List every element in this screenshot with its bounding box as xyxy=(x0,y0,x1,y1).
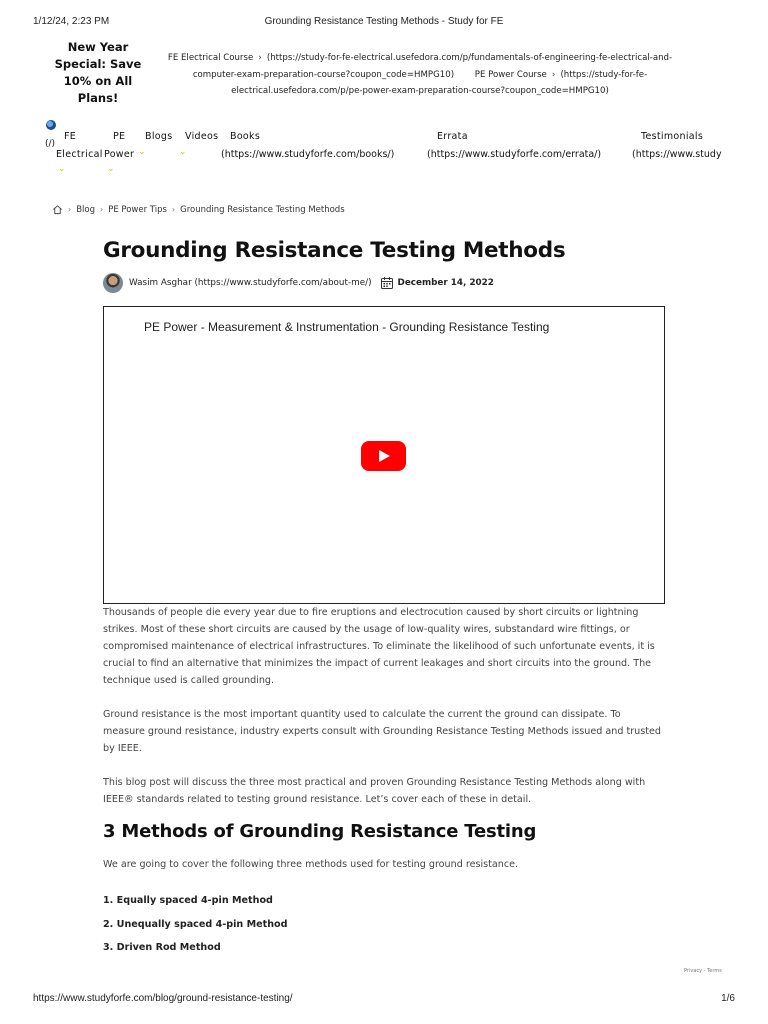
chevron-right-icon: › xyxy=(551,69,556,80)
nav-fe-label[interactable]: FE xyxy=(64,131,77,142)
pe-course-link[interactable]: PE Power Course xyxy=(474,69,547,80)
nav-errata[interactable]: Errata xyxy=(437,131,468,142)
breadcrumb-separator: › xyxy=(171,205,176,214)
course-links xyxy=(150,50,690,100)
breadcrumb xyxy=(52,204,345,215)
breadcrumb-separator: › xyxy=(68,205,72,214)
article-body xyxy=(103,604,665,808)
home-icon[interactable] xyxy=(52,204,63,215)
print-header xyxy=(33,16,735,30)
nav-pe-sublabel[interactable]: Power xyxy=(104,149,135,160)
post-date: December 14, 2022 xyxy=(397,278,494,288)
print-footer xyxy=(33,993,735,1007)
video-title[interactable]: PE Power - Measurement & Instrumentation - Grounding Resistance Testing xyxy=(144,320,550,334)
list-item: 3. Driven Rod Method xyxy=(103,942,221,953)
avatar[interactable] xyxy=(103,273,123,293)
calendar-icon xyxy=(380,276,394,290)
list-item: 1. Equally spaced 4-pin Method xyxy=(103,895,273,906)
home-link[interactable]: (/) xyxy=(45,139,56,149)
post-meta xyxy=(103,273,494,293)
print-datetime: 1/12/24, 2:23 PM xyxy=(33,16,110,27)
breadcrumb-current: Grounding Resistance Testing Methods xyxy=(180,204,345,215)
print-page-title: Grounding Resistance Testing Methods - Study for FE xyxy=(264,16,504,27)
nav-books[interactable]: Books xyxy=(230,131,261,142)
chevron-down-icon[interactable]: ⌄ xyxy=(179,147,187,157)
fe-course-url[interactable]: (https://study-for-fe-electrical.usefedora.com/p/fundamentals-of-engineering-fe-electrical-and-computer-exam-preparation-course?coupon_code=HMPG10) xyxy=(192,53,673,80)
nav-errata-url[interactable]: (https://www.studyforfe.com/errata/) xyxy=(427,149,602,160)
chevron-right-icon: › xyxy=(258,53,262,63)
video-embed[interactable] xyxy=(103,306,665,604)
breadcrumb-blog[interactable]: Blog xyxy=(76,204,95,215)
breadcrumb-pe-power-tips[interactable]: PE Power Tips xyxy=(108,204,167,215)
methods-list xyxy=(103,893,288,964)
chevron-down-icon[interactable]: ⌄ xyxy=(138,147,146,157)
print-url: https://www.studyforfe.com/blog/ground-resistance-testing/ xyxy=(33,993,293,1004)
section-intro: We are going to cover the following three methods used for testing ground resistance. xyxy=(103,859,519,870)
nav-testimonials-url[interactable]: (https://www.study xyxy=(632,149,722,160)
nav-pe-label[interactable]: PE xyxy=(113,131,126,142)
site-logo-icon[interactable] xyxy=(46,120,56,130)
paragraph: This blog post will discuss the three most practical and proven Grounding Resistance Testing Methods along with IEEE® standards related to testing ground resistance. Let’s cover each of these in detail. xyxy=(103,777,646,805)
chevron-down-icon[interactable]: ⌄ xyxy=(107,164,115,174)
paragraph: Ground resistance is the most important quantity used to calculate the current the ground can dissipate. To measure ground resistance, industry experts consult with Grounding Resistance Testing Methods issued and trusted by IEEE. xyxy=(103,709,662,754)
print-page-number: 1/6 xyxy=(721,993,735,1004)
list-item: 2. Unequally spaced 4-pin Method xyxy=(103,918,288,930)
nav-fe-sublabel[interactable]: Electrical xyxy=(56,149,103,160)
main-nav xyxy=(44,120,744,180)
page-title: Grounding Resistance Testing Methods xyxy=(103,238,566,263)
fe-course-link[interactable]: FE Electrical Course xyxy=(167,53,254,63)
nav-blogs[interactable]: Blogs xyxy=(145,131,173,142)
youtube-play-icon[interactable] xyxy=(361,441,406,471)
pe-course-url[interactable]: (https://study-for-fe-electrical.usefedora.com/p/pe-power-exam-preparation-course?coupon_code=HMPG10) xyxy=(231,69,648,96)
breadcrumb-separator: › xyxy=(100,205,104,214)
recaptcha-links[interactable]: Privacy - Terms xyxy=(684,968,722,974)
nav-videos[interactable]: Videos xyxy=(185,131,219,142)
author-link[interactable]: Wasim Asghar (https://www.studyforfe.com/about-me/) xyxy=(129,278,372,288)
nav-testimonials[interactable]: Testimonials xyxy=(641,131,704,142)
promo-banner[interactable]: New Year Special: Save 10% on All Plans! xyxy=(54,40,142,105)
nav-books-url[interactable]: (https://www.studyforfe.com/books/) xyxy=(221,149,395,160)
paragraph: Thousands of people die every year due to fire eruptions and electrocution caused by short circuits or lightning strikes. Most of these short circuits are caused by the usage of low-quality wires, substandard wire fittings, or compromised maintenance of electrical infrastructures. To eliminate the likelihood of such unfortunate events, it is crucial to find an alternative that minimizes the impact of current leakages and short circuits into the ground. The technique used is called grounding. xyxy=(103,607,655,686)
chevron-down-icon[interactable]: ⌄ xyxy=(58,164,66,174)
section-heading: 3 Methods of Grounding Resistance Testing xyxy=(103,821,537,842)
